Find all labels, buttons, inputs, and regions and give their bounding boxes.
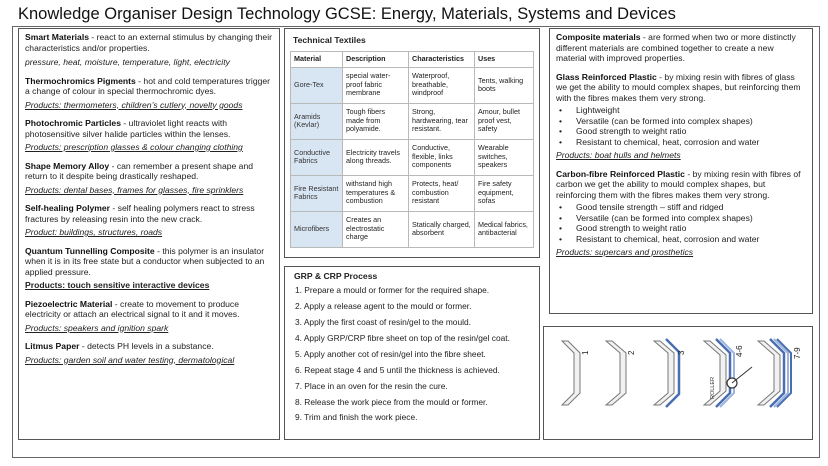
table-cell: Tents, walking boots (475, 67, 534, 103)
table-cell: Wearable switches, speakers (475, 139, 534, 175)
smart-item-text: - react to an external stimulus by changing their characteristics and/or properties. (25, 32, 272, 53)
smart-item-products: Products: garden soil and water testing, dermatological (25, 354, 235, 365)
list-item: • Good tensile strength – stiff and ridged (556, 202, 806, 213)
process-step: 5. Apply another cot of resin/gel into the fibre sheet. (295, 348, 486, 359)
smart-item-products: Products: prescription glasses & colour changing clothing (25, 142, 243, 152)
list-item: • Resistant to chemical, heat, corrosion and water (556, 137, 806, 148)
table-cell: Creates an electrostatic charge (343, 211, 409, 247)
moulding-diagram-panel (543, 326, 813, 440)
smart-item-name: Litmus Paper (25, 341, 80, 351)
composites-heading: Composite materials (556, 32, 641, 42)
composites-intro (556, 32, 806, 64)
smart-item-products: Products: touch sensitive interactive devices (25, 280, 210, 290)
smart-item-text: - create to movement to produce electricity or attach an electrical signal to it and it moves. (25, 298, 240, 319)
col-header: Characteristics (409, 52, 475, 68)
carbon-products: Products: supercars and prosthetics (556, 247, 694, 257)
list-item: • Versatile (can be formed into complex shapes) (556, 116, 806, 127)
stage-label: 1 (581, 350, 590, 355)
table-cell: Aramids (Kevlar) (291, 103, 343, 139)
table-row (291, 139, 534, 175)
table-cell: special water-proof fabric membrane (343, 67, 409, 103)
stage-label: 4-6 (735, 345, 744, 357)
smart-item-name: Quantum Tunnelling Composite (25, 245, 155, 256)
smart-item-text: - detects PH levels in a substance. (79, 341, 214, 351)
smart-item-name: Photochromic Particles (25, 118, 121, 128)
smart-item-name: Piezoelectric Material (25, 298, 113, 309)
table-cell: Conductive Fabrics (291, 139, 343, 175)
smart-item-text: - hot and cold temperatures trigger a change of colour in special thermochromic dyes. (25, 75, 271, 96)
roller-label: ROLLER (710, 376, 716, 399)
table-header-row (291, 52, 534, 68)
glass-bullets (556, 105, 806, 147)
smart-item (25, 299, 273, 334)
smart-item (25, 76, 273, 111)
table-row (291, 211, 534, 247)
process-step: 1. Prepare a mould or former for the required shape. (295, 285, 490, 296)
col-header: Material (291, 52, 343, 68)
smart-item (25, 161, 273, 196)
list-item: • Versatile (can be formed into complex shapes) (556, 213, 806, 224)
moulding-diagram (544, 327, 812, 439)
table-cell: Gore-Tex (291, 67, 343, 103)
smart-item-text: - self healing polymers react to stress fractures by releasing resin into the new crack. (25, 203, 255, 224)
smart-item-products: Product: buildings, structures, roads (25, 227, 163, 237)
table-cell: Strong, hardwearing, tear resistant. (409, 103, 475, 139)
smart-item (25, 32, 273, 68)
smart-item (25, 341, 273, 365)
mould-profile-1 (562, 341, 580, 405)
smart-item-text: - can remember a present shape and return to it despite being drastically reshaped. (25, 160, 254, 181)
stage-label: 3 (677, 350, 686, 355)
composites-panel (549, 28, 813, 314)
table-cell: Tough fibers made from polyamide. (343, 103, 409, 139)
mould-profile-3 (654, 341, 674, 405)
smart-item (25, 246, 273, 291)
smart-item-products: Products: thermometers, children’s cutlery, novelty goods (25, 99, 243, 110)
table-cell: Conductive, flexible, links components (409, 139, 475, 175)
glass-section (556, 72, 806, 161)
stage-label: 2 (627, 350, 636, 355)
smart-item-products: Products: speakers and ignition spark (25, 322, 169, 333)
table-row (291, 67, 534, 103)
list-item: • Good strength to weight ratio (556, 223, 806, 234)
smart-item-text: - this polymer is an insulator when it is in its free state but a conductor when subjected to an applied pressure. (25, 245, 265, 277)
smart-materials-panel (18, 28, 280, 440)
glass-text: - by mixing resin with fibres of glass we get the ability to mould complex shapes, but reinforcing them with the fibres makes them very strong. (556, 71, 801, 103)
list-item: • Good strength to weight ratio (556, 126, 806, 137)
process-step: 9. Trim and finish the work piece. (295, 412, 418, 423)
stage-label: 7-9 (793, 347, 802, 359)
process-step: 8. Release the work piece from the mould or former. (295, 396, 488, 407)
table-cell: Electricity travels along threads. (343, 139, 409, 175)
composites-text: - are formed when two or more distinctly different materials are combined together to create a new material with improved properties. (556, 32, 796, 63)
smart-item-products: Products: dental bases, frames for glasses, fire sprinklers (25, 184, 244, 195)
smart-item-text: - ultraviolet light reacts with photosensitive silver halide particles within the lenses. (25, 118, 231, 139)
glass-products: Products: boat hulls and helmets (556, 150, 681, 160)
smart-item-note: pressure, heat, moisture, temperature, light, electricity (25, 57, 230, 67)
table-cell: Waterproof, breathable, windproof (409, 67, 475, 103)
table-cell: Fire safety equipment, sofas (475, 175, 534, 211)
grp-process-panel (284, 266, 540, 440)
list-item: • Resistant to chemical, heat, corrosion and water (556, 234, 806, 245)
col-header: Uses (475, 52, 534, 68)
carbon-section (556, 169, 806, 258)
table-cell: Amour, bullet proof vest, safety (475, 103, 534, 139)
process-step: 3. Apply the first coast of resin/gel to the mould. (295, 317, 471, 328)
process-step: 2. Apply a release agent to the mould or former. (295, 301, 472, 312)
list-item: • Lightweight (556, 105, 806, 116)
glass-heading: Glass Reinforced Plastic (556, 71, 657, 82)
table-row (291, 175, 534, 211)
smart-item-name: Self-healing Polymer (25, 203, 111, 213)
table-cell: Protects, heat/ combustion resistant (409, 175, 475, 211)
smart-item (25, 203, 273, 238)
smart-item-name: Shape Memory Alloy (25, 160, 110, 171)
smart-item (25, 118, 273, 153)
technical-textiles-panel (284, 28, 540, 258)
mould-profile-2 (606, 341, 626, 405)
carbon-text: - by mixing resin with fibres of carbon we get the ability to mould complex shapes, but reinforcing them with the fibres makes them very strong. (556, 168, 801, 200)
table-cell: Fire Resistant Fabrics (291, 175, 343, 211)
table-cell: Microfibers (291, 211, 343, 247)
textiles-title: Technical Textiles (293, 35, 366, 45)
carbon-heading: Carbon-fibre Reinforced Plastic (556, 168, 685, 179)
grp-title: GRP & CRP Process (294, 271, 378, 281)
col-header: Description (343, 52, 409, 68)
table-row (291, 103, 534, 139)
table-cell: Statically charged, absorbent (409, 211, 475, 247)
process-step: 6. Repeat stage 4 and 5 until the thickness is achieved. (295, 364, 500, 375)
table-cell: withstand high temperatures & combustion (343, 175, 409, 211)
textiles-table (290, 51, 534, 248)
process-step: 4. Apply GRP/CRP fibre sheet on top of the resin/gel coat. (295, 332, 510, 343)
smart-item-name: Thermochromics Pigments (25, 75, 136, 86)
carbon-bullets (556, 202, 806, 244)
smart-item-name: Smart Materials (25, 32, 90, 42)
table-cell: Medical fabrics, antibacterial (475, 211, 534, 247)
page-title: Knowledge Organiser Design Technology GCSE: Energy, Materials, Systems and Devices (18, 5, 676, 23)
process-step: 7. Place in an oven for the resin the cure. (295, 380, 448, 391)
mould-profile-5 (758, 341, 780, 405)
